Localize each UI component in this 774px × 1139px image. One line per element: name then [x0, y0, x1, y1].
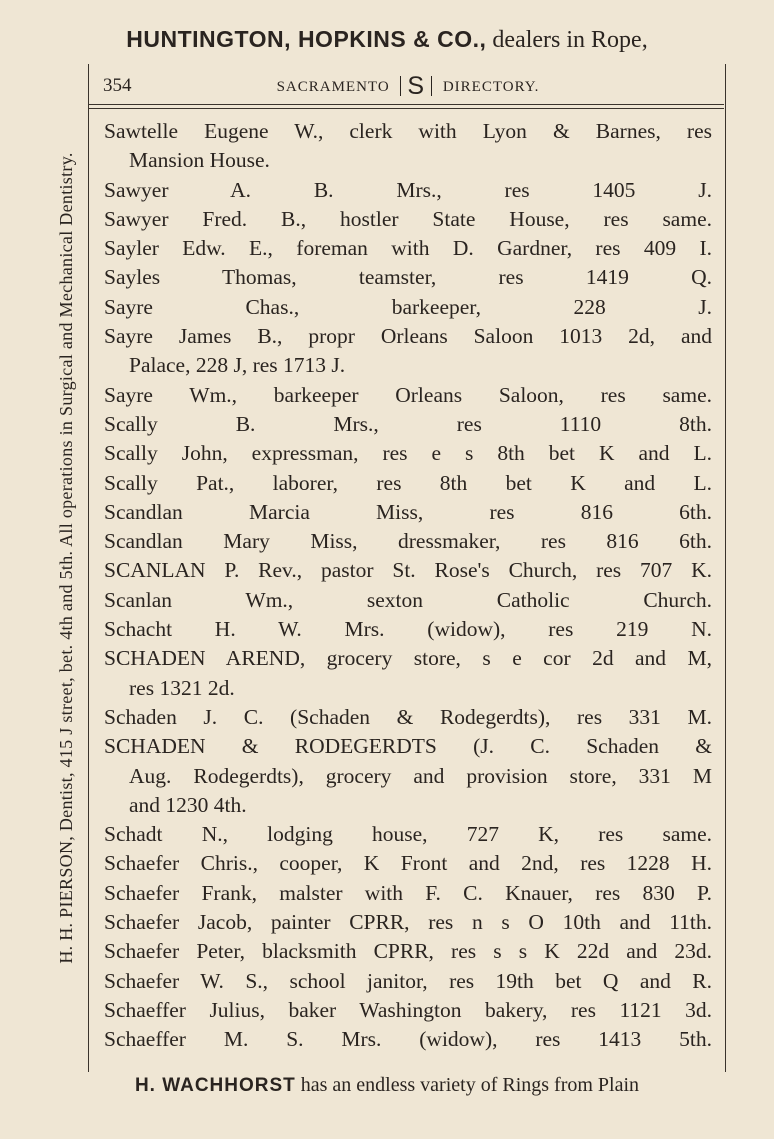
directory-entry [104, 967, 712, 996]
entry-line: Schacht H. W. Mrs. (widow), res 219 N. [104, 617, 712, 642]
directory-entry [104, 644, 712, 703]
entry-line: Sayles Thomas, teamster, res 1419 Q. [104, 265, 712, 290]
directory-entry [104, 469, 712, 498]
entry-line: Schadt N., lodging house, 727 K, res same. [104, 822, 712, 847]
top-advertisement [0, 26, 774, 54]
section-letter: S [400, 76, 432, 96]
directory-entries [104, 117, 712, 1055]
entry-line: Sayler Edw. E., foreman with D. Gardner, res 409 I. [104, 236, 712, 261]
bottom-ad-text: has an endless variety of Rings from Plain [300, 1074, 640, 1096]
entry-line: Sayre Chas., barkeeper, 228 J. [104, 294, 712, 319]
directory-entry [104, 498, 712, 527]
entry-line: Schaefer W. S., school janitor, res 19th bet Q and R. [104, 968, 712, 993]
running-header [100, 73, 716, 105]
directory-entry [104, 703, 712, 732]
directory-title [100, 72, 716, 100]
entry-line: Schaden J. C. (Schaden & Rodegerdts), res 331 M. [104, 704, 712, 729]
directory-entry [104, 996, 712, 1025]
directory-entry [104, 117, 712, 176]
directory-entry [104, 586, 712, 615]
page-number: 354 [103, 75, 132, 96]
directory-entry [104, 908, 712, 937]
entry-line: Sawyer A. B. Mrs., res 1405 J. [104, 177, 712, 202]
directory-entry [104, 937, 712, 966]
entry-line: Scally Pat., laborer, res 8th bet K and L. [104, 470, 712, 495]
entry-continuation: and 1230 4th. [129, 792, 247, 817]
directory-entry [104, 176, 712, 205]
top-ad-text: dealers in Rope, [492, 27, 648, 53]
directory-entry [104, 439, 712, 468]
directory-entry [104, 879, 712, 908]
directory-entry [104, 556, 712, 585]
entry-line: Sawyer Fred. B., hostler State House, res same. [104, 206, 712, 231]
header-directory: DIRECTORY. [442, 79, 540, 95]
entry-line: Scandlan Marcia Miss, res 816 6th. [104, 499, 712, 524]
directory-entry [104, 527, 712, 556]
entry-continuation: res 1321 2d. [129, 675, 235, 700]
entry-line: Sawtelle Eugene W., clerk with Lyon & Barnes, res [104, 119, 712, 143]
directory-entry [104, 322, 712, 381]
entry-line: Sayre James B., propr Orleans Saloon 1013 2d, and [104, 324, 712, 349]
entry-line: Schaefer Frank, malster with F. C. Knauer, res 830 P. [104, 880, 712, 905]
entry-line: SCHADEN AREND, grocery store, s e cor 2d and M, [104, 646, 712, 671]
directory-entry [104, 263, 712, 292]
header-rule [88, 104, 724, 105]
entry-continuation: Palace, 228 J, res 1713 J. [129, 353, 346, 378]
side-advertisement: H. H. PIERSON, Dentist, 415 J street, bet. 4th and 5th. All operations in Surgical and Mechanical Dentistry. [56, 152, 76, 964]
entry-line: Schaeffer Julius, baker Washington bakery, res 1121 3d. [104, 997, 712, 1022]
entry-continuation: Mansion House. [129, 148, 270, 173]
entry-line: Scally B. Mrs., res 1110 8th. [104, 411, 712, 436]
entry-continuation: Aug. Rodegerdts), grocery and provision store, 331 M [129, 763, 712, 788]
directory-entry [104, 615, 712, 644]
entry-line: SCANLAN P. Rev., pastor St. Rose's Church, res 707 K. [104, 558, 712, 583]
directory-entry [104, 293, 712, 322]
directory-entry [104, 205, 712, 234]
directory-entry [104, 1025, 712, 1054]
directory-entry [104, 732, 712, 820]
entry-line: SCHADEN & RODEGERDTS (J. C. Schaden & [104, 734, 712, 759]
top-ad-firm: HUNTINGTON, HOPKINS & CO., [126, 26, 487, 52]
directory-entry [104, 234, 712, 263]
bottom-advertisement [0, 1074, 774, 1097]
directory-entry [104, 410, 712, 439]
entry-line: Schaefer Jacob, painter CPRR, res n s O 10th and 11th. [104, 910, 712, 935]
directory-entry [104, 381, 712, 410]
entry-line: Scanlan Wm., sexton Catholic Church. [104, 587, 712, 612]
bottom-ad-firm: H. WACHHORST [134, 1075, 296, 1096]
header-rule-thin [88, 108, 724, 109]
entry-line: Sayre Wm., barkeeper Orleans Saloon, res same. [104, 382, 712, 407]
entry-line: Schaefer Chris., cooper, K Front and 2nd, res 1228 H. [104, 851, 712, 876]
entry-line: Scandlan Mary Miss, dressmaker, res 816 6th. [104, 529, 712, 554]
entry-line: Schaeffer M. S. Mrs. (widow), res 1413 5th. [104, 1027, 712, 1052]
entry-line: Scally John, expressman, res e s 8th bet K and L. [104, 441, 712, 466]
directory-entry [104, 849, 712, 878]
directory-entry [104, 820, 712, 849]
entry-line: Schaefer Peter, blacksmith CPRR, res s s K 22d and 23d. [104, 939, 712, 964]
header-city: SACRAMENTO [276, 79, 390, 95]
